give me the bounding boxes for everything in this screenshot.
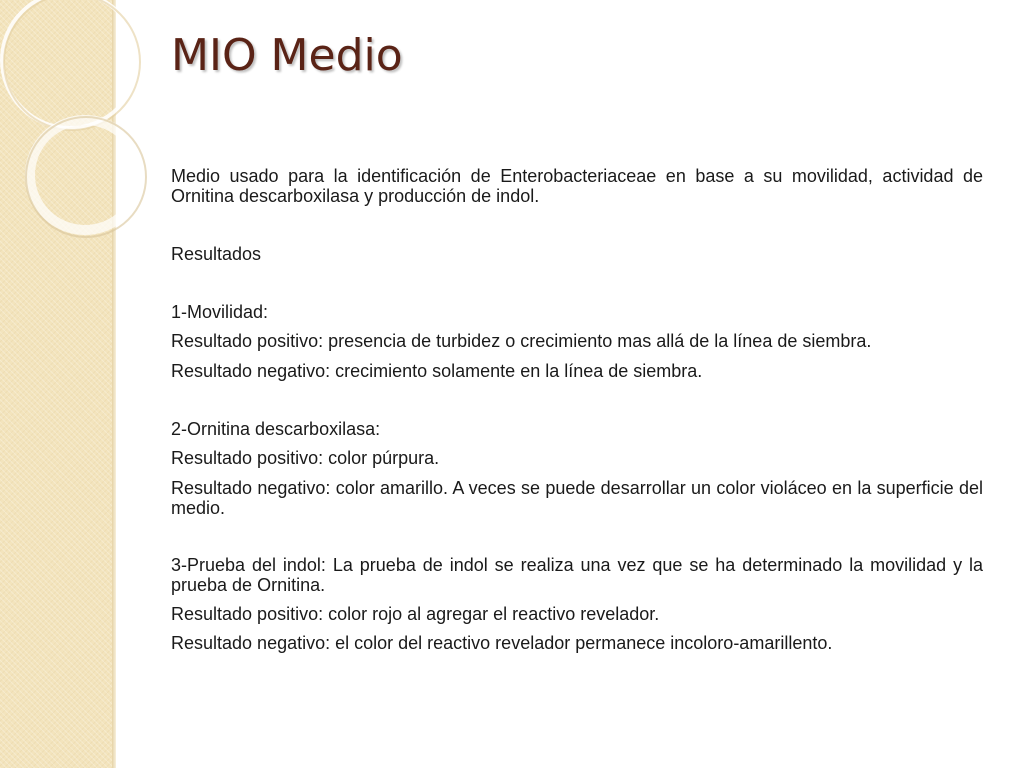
indol-negative: Resultado negativo: el color del reactivo revelador permanece incoloro-amarillento. xyxy=(171,633,833,653)
movilidad-negative: Resultado negativo: crecimiento solamente en la línea de siembra. xyxy=(171,361,703,381)
results-heading: Resultados xyxy=(171,244,262,264)
slide-title: MIO Medio xyxy=(171,30,403,81)
ring-small xyxy=(30,120,140,230)
ring-small-shadow xyxy=(26,117,146,237)
intro-paragraph: Medio usado para la identificación de Enterobacteriaceae en base a su movilidad, actividad de Ornitina descarboxilasa y producción de indol. xyxy=(171,166,983,206)
decorative-rings xyxy=(0,0,200,300)
ornitina-negative: Resultado negativo: color amarillo. A veces se puede desarrollar un color violáceo en la superficie del medio. xyxy=(171,478,983,518)
ornitina-positive: Resultado positivo: color púrpura. xyxy=(171,448,440,468)
ring-large-shadow xyxy=(4,0,140,130)
section-heading-ornitina: 2-Ornitina descarboxilasa: xyxy=(171,419,381,439)
movilidad-positive: Resultado positivo: presencia de turbidez o crecimiento mas allá de la línea de siembra. xyxy=(171,331,872,351)
section-heading-movilidad: 1-Movilidad: xyxy=(171,302,269,322)
section-heading-indol: 3-Prueba del indol: La prueba de indol se realiza una vez que se ha determinado la movilidad y la prueba de Ornitina. xyxy=(171,555,983,595)
indol-positive: Resultado positivo: color rojo al agregar el reactivo revelador. xyxy=(171,604,660,624)
